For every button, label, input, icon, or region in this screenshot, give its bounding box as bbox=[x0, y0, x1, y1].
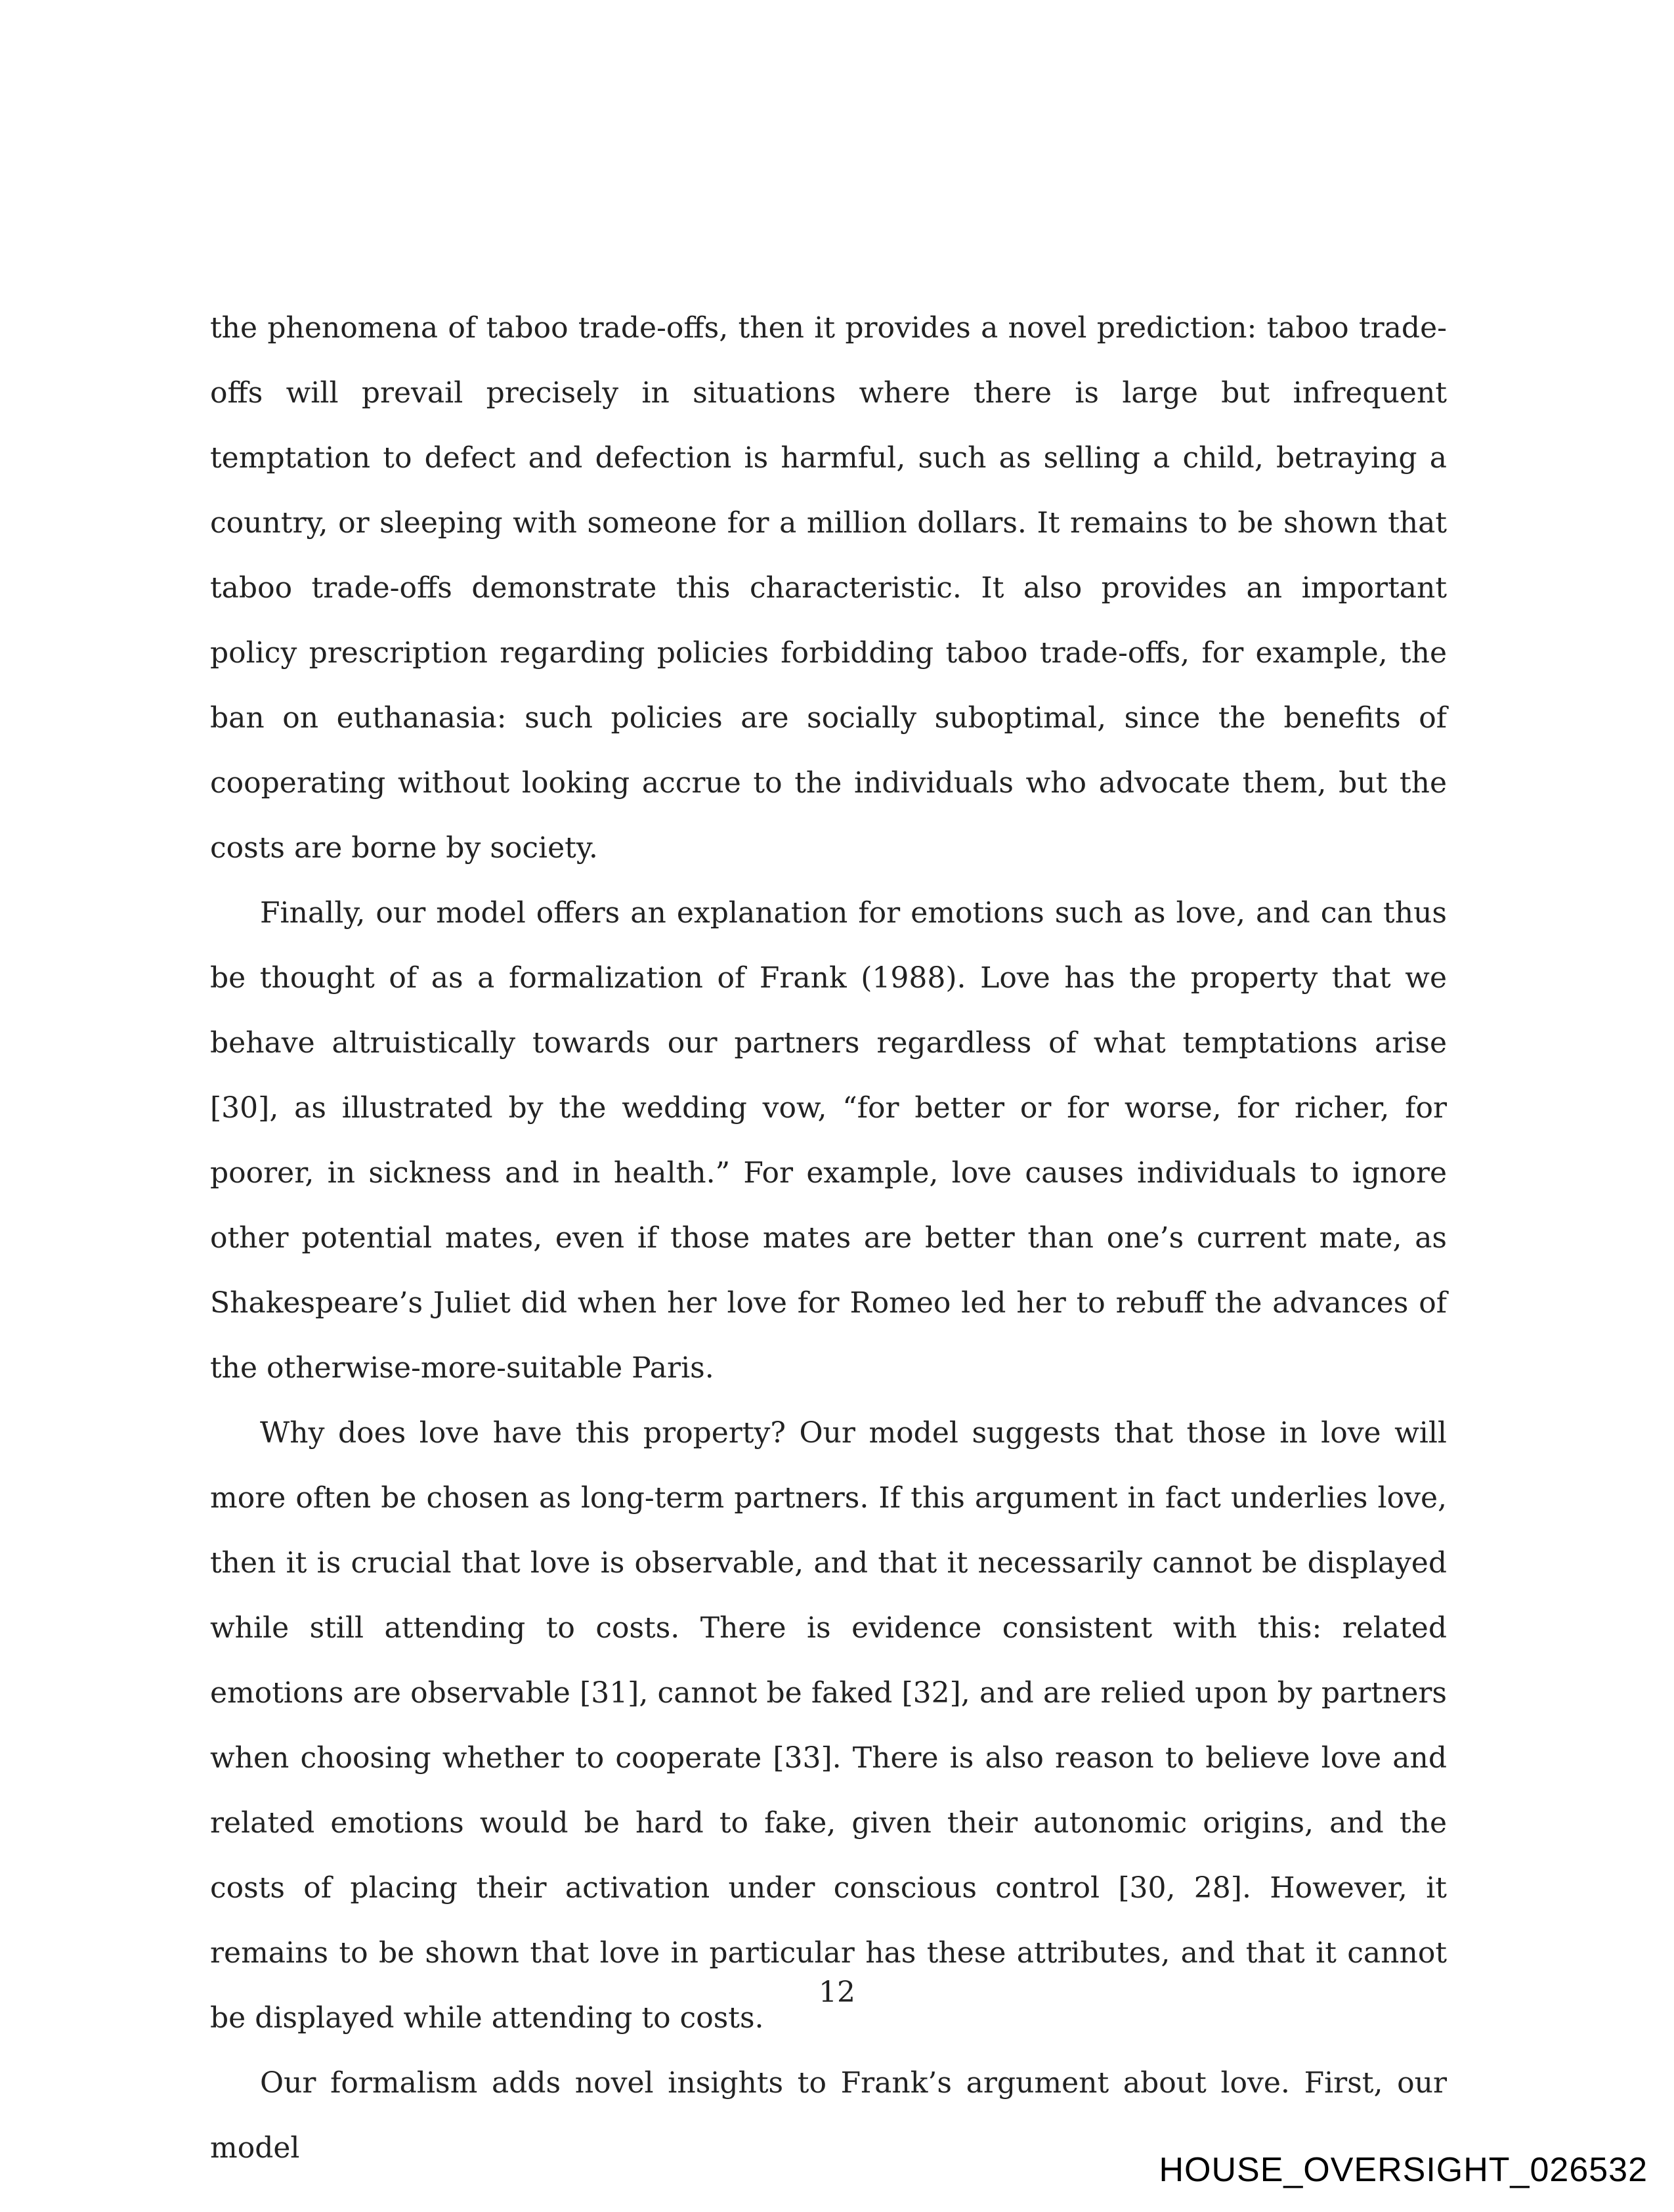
paragraph-love-formalization: Finally, our model offers an explanation for emotions such as love, and can thus be thought of as a formalization of Frank (1988). Love has the property that we behave altruistically towards our partners regardless of what temptations arise [30], as illustrated by the wedding vow, “for better or for worse, for richer, for poorer, in sickness and in health.” For example, love causes individuals to ignore other potential mates, even if those mates are better than one’s current mate, as Shakespeare’s Juliet did when her love for Romeo led her to rebuff the advances of the otherwise-more-suitable Paris. bbox=[210, 896, 1447, 1385]
paragraph-formalism-insights: Our formalism adds novel insights to Frank’s argument about love. First, our model bbox=[210, 2066, 1447, 2165]
page-number: 12 bbox=[819, 1976, 855, 2009]
paragraph-continuation: the phenomena of taboo trade-offs, then it provides a novel prediction: taboo trade-offs will prevail precisely in situations where there is large but infrequent temptation to defect and defection is harmful, such as selling a child, betraying a country, or sleeping with someone for a million dollars. It remains to be shown that taboo trade-offs demonstrate this characteristic. It also provides an important policy prescription regarding policies forbidding taboo trade-offs, for example, the ban on euthanasia: such policies are socially suboptimal, since the benefits of cooperating without looking accrue to the individuals who advocate them, but the costs are borne by society. bbox=[210, 311, 1447, 865]
paragraph-love-property: Why does love have this property? Our model suggests that those in love will more often be chosen as long-term partners. If this argument in fact underlies love, then it is crucial that love is observable, and that it necessarily cannot be displayed while still attending to costs. There is evidence consistent with this: related emotions are observable [31], cannot be faked [32], and are relied upon by partners when choosing whether to cooperate [33]. There is also reason to believe love and related emotions would be hard to fake, given their autonomic origins, and the costs of placing their activation under conscious control [30, 28]. However, it remains to be shown that love in particular has these attributes, and that it cannot be displayed while attending to costs. bbox=[210, 1416, 1447, 2035]
bates-stamp: HOUSE_OVERSIGHT_026532 bbox=[1159, 2151, 1648, 2189]
page-body bbox=[210, 295, 1447, 2180]
